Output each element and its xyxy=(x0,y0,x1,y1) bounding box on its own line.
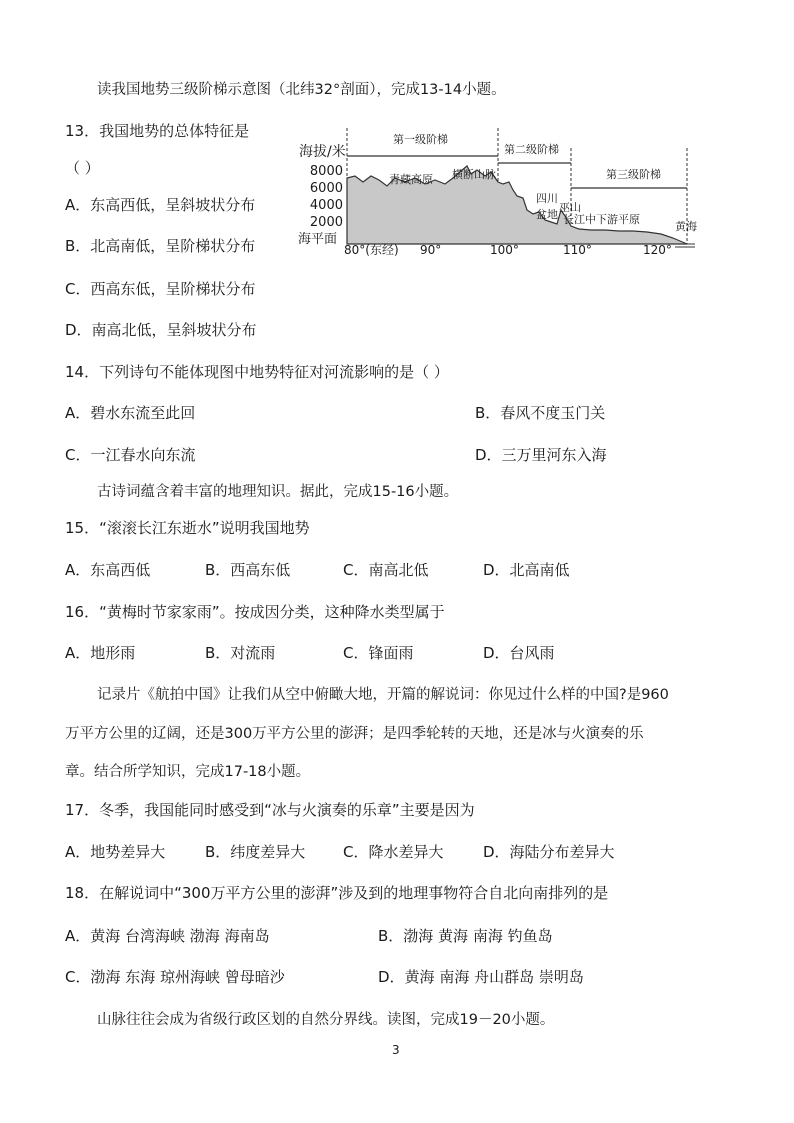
question-13-option-b: B．北高南低，呈阶梯状分布 xyxy=(65,237,256,255)
question-16-option-a: A．地形雨 xyxy=(65,644,136,662)
place-wushan: 巫山 xyxy=(559,201,581,214)
x-tick-120: 120° xyxy=(643,243,672,257)
question-15-option-a: A．东高西低 xyxy=(65,561,151,579)
y-tick-8000: 8000 xyxy=(309,164,343,179)
question-14-stem: 14．下列诗句不能体现图中地势特征对河流影响的是（ ） xyxy=(65,363,449,381)
intro-17-18-line-1: 记录片《航拍中国》让我们从空中俯瞰大地，开篇的解说词：你见过什么样的中国?是960 xyxy=(97,687,669,703)
question-14-option-a: A．碧水东流至此回 xyxy=(65,404,196,422)
y-tick-sea-level: 海平面 xyxy=(298,232,338,247)
x-tick-110: 110° xyxy=(563,243,592,257)
question-13-paren: （ ） xyxy=(65,159,100,177)
place-hengduan-mountains: 横断山脉 xyxy=(452,168,496,181)
question-17-option-c: C．降水差异大 xyxy=(343,843,444,861)
x-tick-100: 100° xyxy=(490,243,519,257)
question-13-option-c: C．西高东低，呈阶梯状分布 xyxy=(65,280,256,298)
question-15-option-b: B．西高东低 xyxy=(205,561,291,579)
question-15-option-c: C．南高北低 xyxy=(343,561,429,579)
place-basin: 盆地 xyxy=(536,208,558,221)
question-13-stem: 13．我国地势的总体特征是 xyxy=(65,122,250,140)
terrain-profile-figure xyxy=(295,126,705,258)
question-13-option-d: D．南高北低，呈斜坡状分布 xyxy=(65,321,257,339)
intro-17-18-line-2: 万平方公里的辽阔，还是300万平方公里的澎湃；是四季轮转的天地，还是冰与火演奏的乐 xyxy=(65,726,644,742)
intro-15-16: 古诗词蕴含着丰富的地理知识。据此，完成15-16小题。 xyxy=(97,484,459,500)
question-18-stem: 18．在解说词中“300万平方公里的澎湃”涉及到的地理事物符合自北向南排列的是 xyxy=(65,884,609,902)
intro-13-14: 读我国地势三级阶梯示意图（北纬32°剖面），完成13-14小题。 xyxy=(97,82,506,98)
question-17-stem: 17．冬季，我国能同时感受到“冰与火演奏的乐章”主要是因为 xyxy=(65,801,475,819)
y-tick-2000: 2000 xyxy=(309,215,343,230)
question-16-option-b: B．对流雨 xyxy=(205,644,276,662)
question-16-option-c: C．锋面雨 xyxy=(343,644,414,662)
question-17-option-a: A．地势差异大 xyxy=(65,843,166,861)
question-15-stem: 15．“滚滚长江东逝水”说明我国地势 xyxy=(65,519,310,537)
y-tick-4000: 4000 xyxy=(309,198,343,213)
intro-17-18-line-3: 章。结合所学知识，完成17-18小题。 xyxy=(65,764,311,780)
place-yangtze-plain: 长江中下游平原 xyxy=(563,213,640,226)
place-qingzang-plateau: 青藏高原 xyxy=(389,173,433,186)
question-16-stem: 16．“黄梅时节家家雨”。按成因分类，这种降水类型属于 xyxy=(65,603,445,621)
x-tick-80: 80°(东经) xyxy=(344,243,399,257)
question-14-option-c: C．一江春水向东流 xyxy=(65,446,196,464)
y-axis-title: 海拔/米 xyxy=(299,144,346,160)
question-17-option-b: B．纬度差异大 xyxy=(205,843,306,861)
step-1-label: 第一级阶梯 xyxy=(393,133,448,146)
question-18-option-c: C．渤海 东海 琼州海峡 曾母暗沙 xyxy=(65,968,285,986)
place-yellow-sea: 黄海 xyxy=(675,220,697,233)
question-14-option-d: D．三万里河东入海 xyxy=(475,446,607,464)
y-tick-6000: 6000 xyxy=(309,181,343,196)
question-15-option-d: D．北高南低 xyxy=(483,561,570,579)
intro-19-20: 山脉往往会成为省级行政区划的自然分界线。读图，完成19－20小题。 xyxy=(97,1012,555,1028)
page-number: 3 xyxy=(392,1043,400,1057)
question-18-option-a: A．黄海 台湾海峡 渤海 海南岛 xyxy=(65,927,270,945)
x-tick-90: 90° xyxy=(420,243,442,257)
question-18-option-d: D．黄海 南海 舟山群岛 崇明岛 xyxy=(378,968,584,986)
place-sichuan: 四川 xyxy=(536,192,558,205)
question-18-option-b: B．渤海 黄海 南海 钓鱼岛 xyxy=(378,927,553,945)
question-14-option-b: B．春风不度玉门关 xyxy=(475,404,606,422)
question-13-option-a: A．东高西低，呈斜坡状分布 xyxy=(65,196,256,214)
question-16-option-d: D．台风雨 xyxy=(483,644,555,662)
question-17-option-d: D．海陆分布差异大 xyxy=(483,843,615,861)
step-2-label: 第二级阶梯 xyxy=(504,143,559,156)
step-3-label: 第三级阶梯 xyxy=(606,168,661,181)
